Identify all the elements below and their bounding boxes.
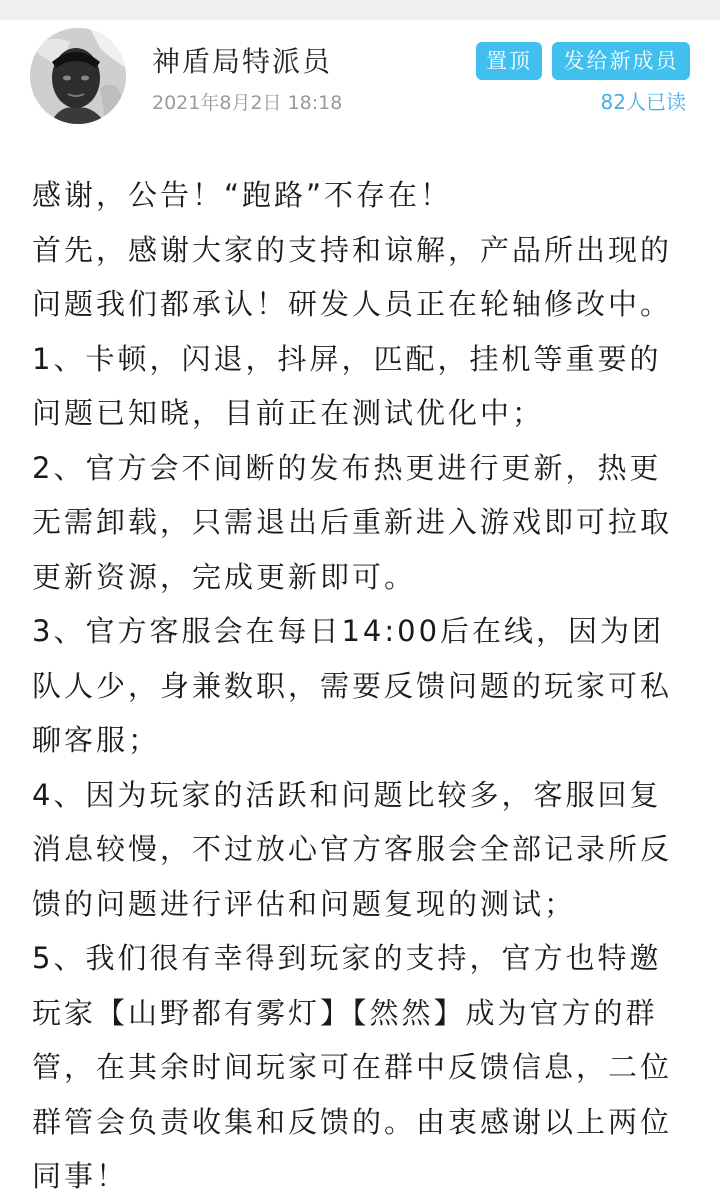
read-count[interactable]: 82人已读 <box>600 90 686 114</box>
announcement-paragraph: 4、因为玩家的活跃和问题比较多，客服回复消息较慢，不过放心官方客服会全部记录所反馈的问题进行评估和问题复现的测试； <box>32 777 673 921</box>
top-strip <box>0 0 720 20</box>
announcement-body <box>32 168 692 1204</box>
announcement-paragraph: 1、卡顿，闪退，抖屏，匹配，挂机等重要的问题已知晓，目前正在测试优化中； <box>32 341 662 430</box>
announcement-paragraph: 5、我们很有幸得到玩家的支持，官方也特邀玩家【山野都有雾灯】【然然】成为官方的群管，在其余时间玩家可在群中反馈信息，二位群管会负责收集和反馈的。由衷感谢以上两位同事！ <box>32 941 673 1193</box>
avatar[interactable] <box>30 28 126 124</box>
announcement-paragraph: 2、官方会不间断的发布热更进行更新，热更无需卸载，只需退出后重新进入游戏即可拉取更新资源，完成更新即可。 <box>32 450 673 594</box>
announcement-paragraph: 3、官方客服会在每日14:00后在线，因为团队人少，身兼数职，需要反馈问题的玩家可私聊客服； <box>32 614 673 757</box>
send-to-new-members-button[interactable]: 发给新成员 <box>552 42 690 80</box>
announcement-paragraph: 首先，感谢大家的支持和谅解，产品所出现的问题我们都承认！研发人员正在轮轴修改中。 <box>32 232 673 321</box>
avatar-image <box>30 28 126 124</box>
post-header <box>0 20 720 150</box>
pin-button[interactable]: 置顶 <box>476 42 542 80</box>
post-timestamp: 2021年8月2日 18:18 <box>152 92 343 114</box>
announcement-paragraph: 感谢，公告！“跑路”不存在！ <box>32 178 453 212</box>
author-name[interactable]: 神盾局特派员 <box>152 45 333 78</box>
